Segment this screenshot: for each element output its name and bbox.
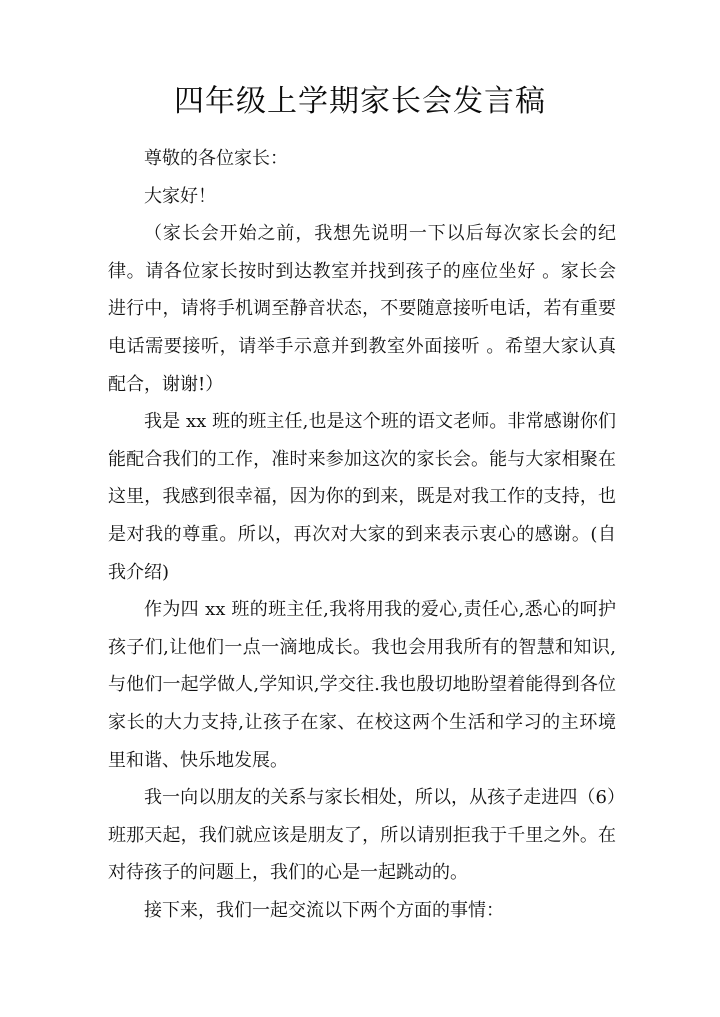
- paragraph-introduction: 我是 xx 班的班主任,也是这个班的语文老师。非常感谢你们能配合我们的工作，准时来参加这次的家长会。能与大家相聚在这里，我感到很幸福，因为你的到来，既是对我工作的支持，也是对我的尊重。所以，再次对大家的到来表示衷心的感谢。(自我介绍): [108, 411, 616, 583]
- paragraph-teacher-commitment: 作为四 xx 班的班主任,我将用我的爱心,责任心,悉心的呵护孩子们,让他们一点一滴地成长。我也会用我所有的智慧和知识,与他们一起学做人,学知识,学交往.我也殷切地盼望着能得到各位家长的大力支持,让孩子在家、在校这两个生活和学习的主环境里和谐、快乐地发展。: [108, 599, 616, 771]
- document-body: [108, 140, 616, 929]
- salutation: 尊敬的各位家长：: [144, 148, 288, 169]
- greeting: 大家好！: [144, 185, 216, 207]
- paragraph-next-topics: 接下来，我们一起交流以下两个方面的事情：: [144, 899, 504, 921]
- paragraph-meeting-rules: （家长会开始之前，我想先说明一下以后每次家长会的纪律。请各位家长按时到达教室并找到孩子的座位坐好 。家长会进行中，请将手机调至静音状态，不要随意接听电话，若有重要电话需要接听，请举手示意并到教室外面接听 。希望大家认真配合，谢谢!）: [108, 223, 616, 395]
- document-title: 四年级上学期家长会发言稿: [174, 84, 546, 119]
- paragraph-friendship: 我一向以朋友的关系与家长相处，所以，从孩子走进四（6）班那天起，我们就应该是朋友了，所以请别拒我于千里之外。在对待孩子的问题上，我们的心是一起跳动的。: [108, 787, 616, 884]
